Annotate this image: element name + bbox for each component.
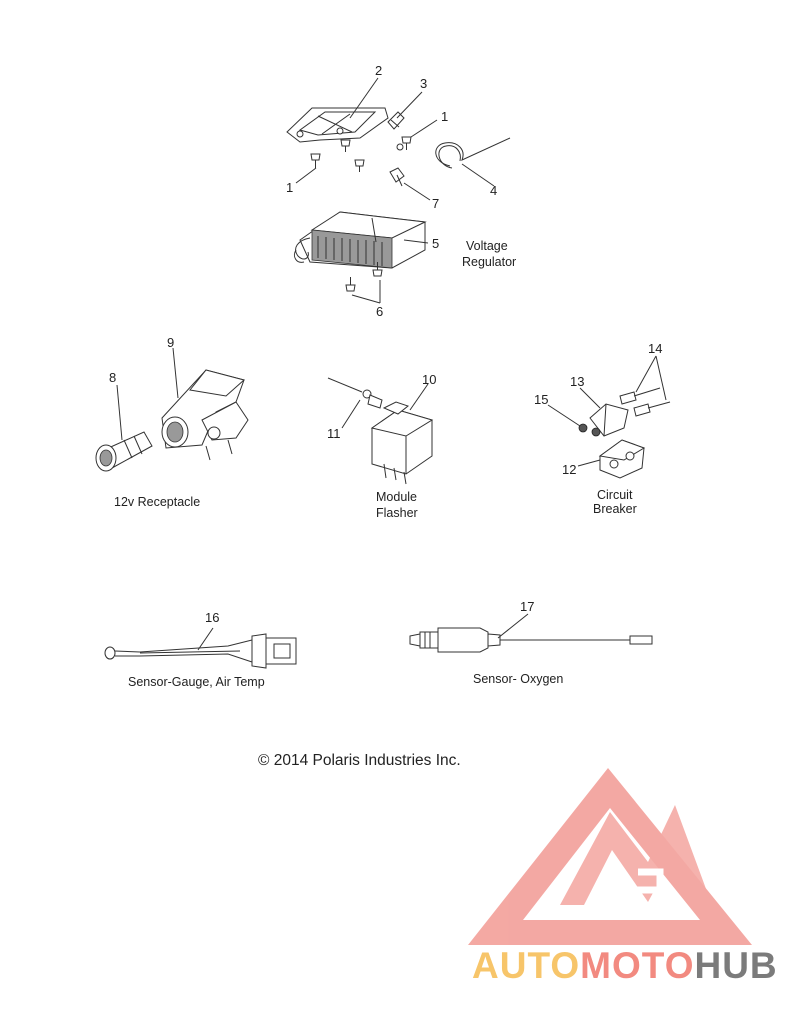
callout-4: 4 (490, 183, 498, 198)
leader-13 (580, 388, 600, 408)
oxygen-sensor-part (410, 614, 652, 652)
receptacle-group (96, 348, 248, 471)
watermark-text (472, 945, 778, 986)
leader-14 (636, 356, 666, 400)
breaker-group (548, 356, 670, 478)
callout-17: 17 (520, 599, 535, 614)
caption-circuit-2: Breaker (593, 502, 637, 516)
caption-voltage-1: Voltage (466, 239, 508, 253)
callout-15: 15 (534, 392, 549, 407)
callout-12: 12 (562, 462, 577, 477)
flasher-part (372, 402, 432, 484)
copyright-text: © 2014 Polaris Industries Inc. (258, 752, 461, 769)
caption-air-temp: Sensor-Gauge, Air Temp (128, 675, 265, 689)
callout-1-left: 1 (286, 180, 294, 195)
caption-module-2: Flasher (376, 506, 418, 520)
leader-8 (117, 385, 122, 440)
flasher-group (328, 378, 432, 484)
callout-numbers (109, 63, 662, 625)
watermark-logo (468, 768, 752, 945)
bracket-part (287, 108, 388, 142)
caption-voltage-2: Regulator (462, 255, 517, 269)
push-fastener-part (390, 144, 404, 186)
screw-part (311, 137, 411, 172)
callout-8: 8 (109, 370, 117, 385)
caption-receptacle: 12v Receptacle (114, 495, 201, 509)
callout-16: 16 (205, 610, 220, 625)
callout-1-right: 1 (441, 109, 449, 124)
callout-6: 6 (376, 304, 384, 319)
receptacle-body-part (96, 432, 152, 471)
callout-11: 11 (327, 426, 341, 441)
leader-15 (548, 405, 580, 426)
leader-10 (410, 384, 428, 410)
watermark-moto: MOTO (580, 945, 695, 986)
callout-3: 3 (420, 76, 428, 91)
watermark-auto: AUTO (472, 945, 581, 986)
cable-tie-part (436, 138, 510, 168)
leader-17 (498, 614, 528, 638)
air-temp-sensor-part (105, 628, 296, 668)
callout-2: 2 (375, 63, 383, 78)
caption-module-1: Module (376, 490, 417, 504)
clip-part (388, 112, 404, 129)
leader-11 (342, 400, 360, 428)
voltage-regulator-group (287, 78, 510, 303)
leader-9 (173, 348, 178, 398)
receptacle-holder-part (162, 370, 248, 460)
callout-7: 7 (432, 196, 440, 211)
caption-circuit-1: Circuit (597, 488, 633, 502)
breaker-part (600, 440, 644, 478)
callout-14: 14 (648, 341, 663, 356)
callout-10: 10 (422, 372, 437, 387)
caption-oxygen: Sensor- Oxygen (473, 672, 564, 686)
leader-12 (578, 460, 600, 466)
callout-5: 5 (432, 236, 440, 251)
logo-triangle (468, 768, 752, 945)
callout-13: 13 (570, 374, 585, 389)
flasher-wire (328, 378, 362, 392)
watermark-hub: HUB (694, 945, 778, 986)
callout-9: 9 (167, 335, 175, 350)
